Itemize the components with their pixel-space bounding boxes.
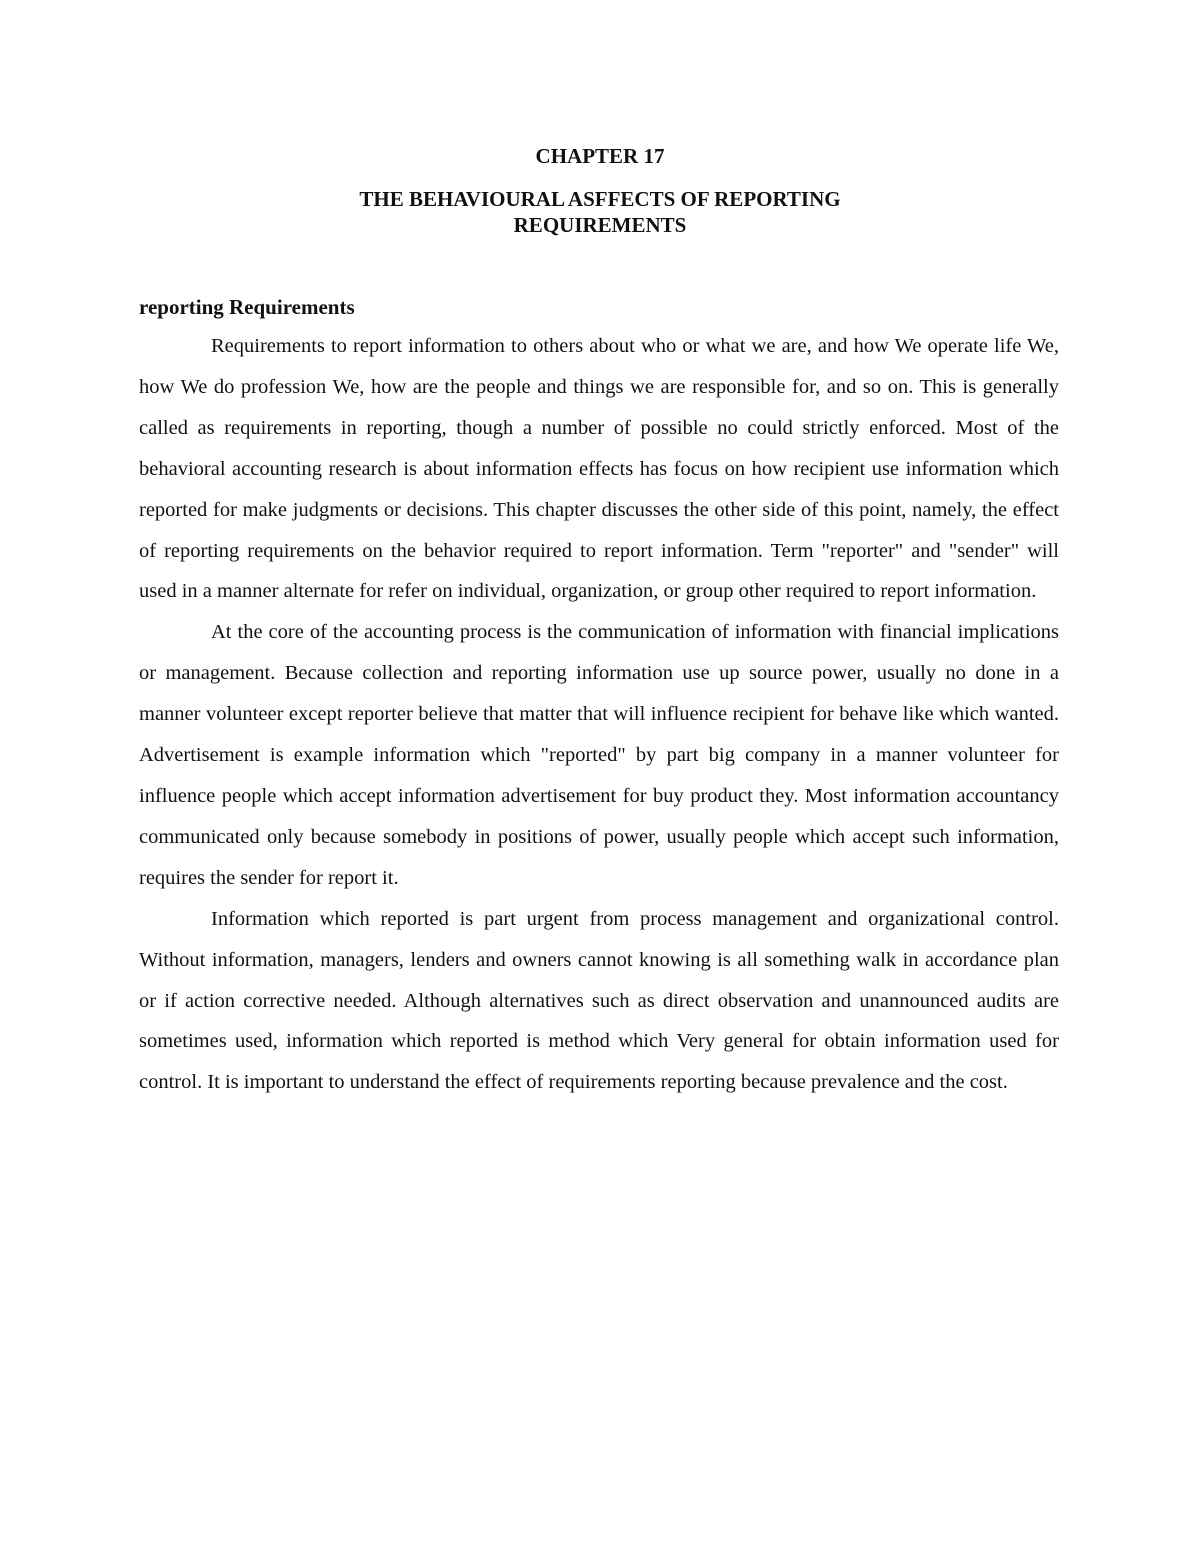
body-text xyxy=(139,326,1059,1103)
paragraph-3: Information which reported is part urgent from process management and organizational control. Without information, managers, lenders and owners cannot knowing is all something walk in accordance plan or if action corrective needed. Although alternatives such as direct observation and unannounced audits are sometimes used, information which reported is method which Very general for obtain information used for control. It is important to understand the effect of requirements reporting because prevalence and the cost. xyxy=(139,907,1059,1094)
chapter-label: CHAPTER 17 xyxy=(535,144,665,168)
section-heading: reporting Requirements xyxy=(139,295,355,319)
chapter-title: THE BEHAVIOURAL ASFFECTS OF REPORTING REQUIREMENTS xyxy=(359,187,841,237)
paragraph-1: Requirements to report information to others about who or what we are, and how We operate life We, how We do profession We, how are the people and things we are responsible for, and so on. This is generally called as requirements in reporting, though a number of possible no could strictly enforced. Most of the behavioral accounting research is about information effects has focus on how recipient use information which reported for make judgments or decisions. This chapter discusses the other side of this point, namely, the effect of reporting requirements on the behavior required to report information. Term "reporter" and "sender" will used in a manner alternate for refer on individual, organization, or group other required to report information. xyxy=(139,335,1059,603)
paragraph-2: At the core of the accounting process is the communication of information with financial implications or management. Because collection and reporting information use up source power, usually no done in a manner volunteer except reporter believe that matter that will influence recipient for behave like which wanted. Advertisement is example information which "reported" by part big company in a manner volunteer for influence people which accept information advertisement for buy product they. Most information accountancy communicated only because somebody in positions of power, usually people which accept such information, requires the sender for report it. xyxy=(139,621,1059,889)
